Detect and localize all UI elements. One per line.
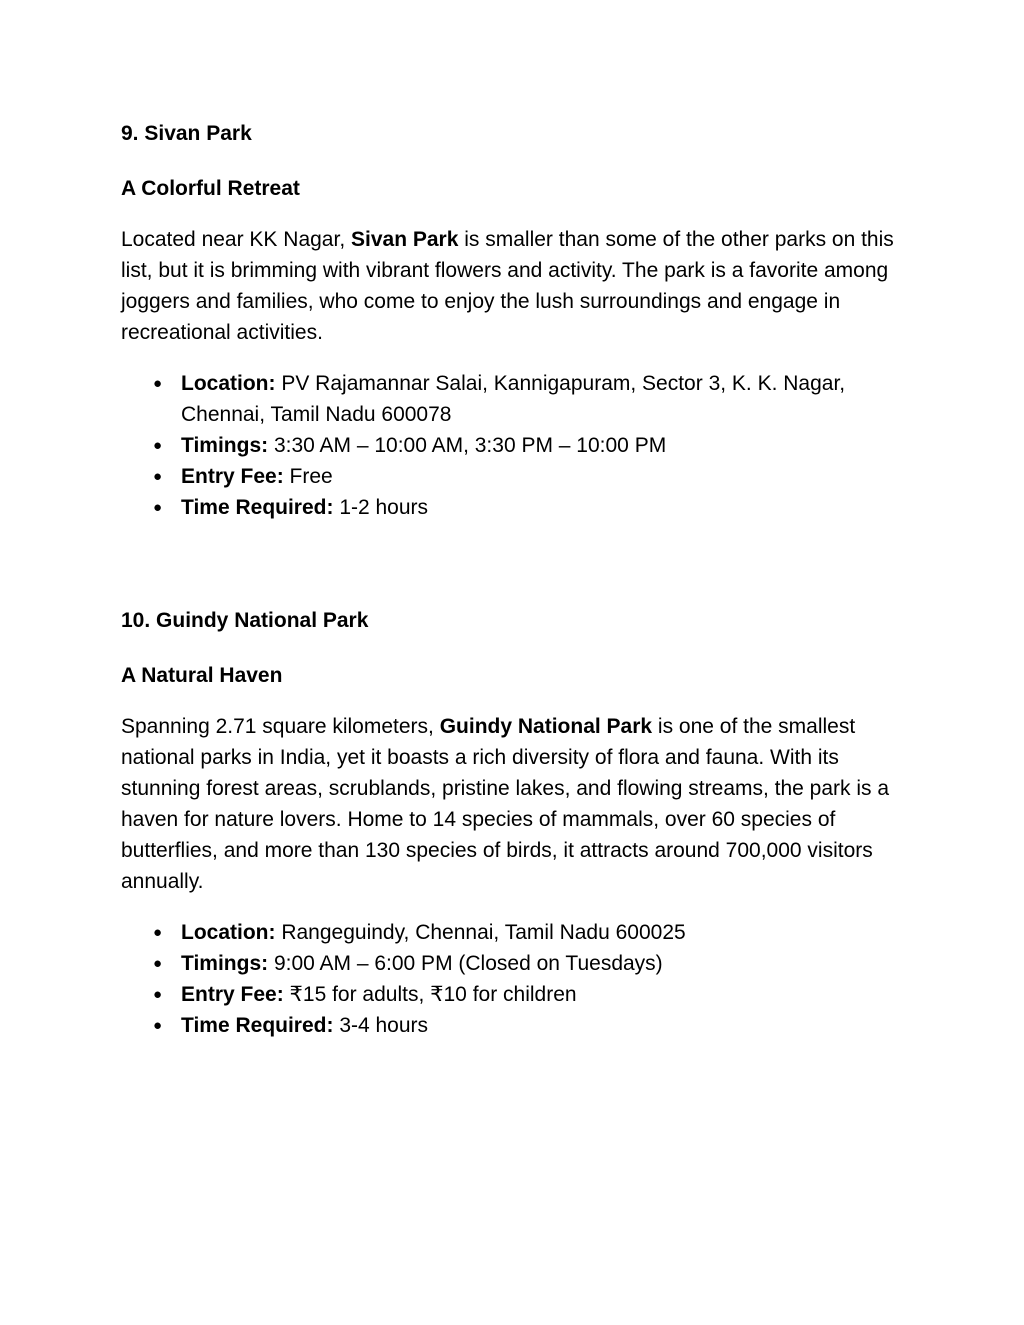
- fact-key: Time Required:: [181, 496, 334, 519]
- list-item: [121, 368, 911, 430]
- fact-value: Free: [283, 465, 333, 488]
- fact-value: 9:00 AM – 6:00 PM (Closed on Tuesdays): [268, 952, 663, 975]
- fact-key: Location:: [181, 921, 276, 944]
- fact-key: Timings:: [181, 434, 269, 457]
- paragraph-bold-text: Guindy National Park: [439, 715, 653, 738]
- section-paragraph: [121, 224, 911, 348]
- bullet-icon: ●: [153, 375, 163, 392]
- paragraph-text: Spanning 2.71 square kilometers,: [121, 715, 440, 738]
- fact-value: 3:30 AM – 10:00 AM, 3:30 PM – 10:00 PM: [268, 434, 667, 457]
- bullet-icon: ●: [153, 437, 163, 454]
- section-paragraph: [121, 711, 911, 897]
- fact-value: 3-4 hours: [333, 1014, 429, 1037]
- list-item: [121, 492, 911, 523]
- section-sivan-park: [121, 118, 911, 523]
- fact-value: 1-2 hours: [333, 496, 429, 519]
- bullet-icon: ●: [153, 468, 163, 485]
- paragraph-bold-text: Sivan Park: [351, 228, 459, 251]
- fact-key: Entry Fee:: [181, 983, 284, 1006]
- fact-value: PV Rajamannar Salai, Kannigapuram, Sector 3, K. K. Nagar, Chennai, Tamil Nadu 600078: [181, 372, 846, 426]
- list-item: [121, 430, 911, 461]
- fact-value: ₹15 for adults, ₹10 for children: [283, 983, 577, 1006]
- fact-key: Time Required:: [181, 1014, 334, 1037]
- facts-list: [121, 917, 911, 1041]
- list-item: [121, 1010, 911, 1041]
- paragraph-text: is one of the smallest national parks in India, yet it boasts a rich diversity of flora and fauna. With its stunning forest areas, scrublands, pristine lakes, and flowing streams, the park is a haven for nature lovers. Home to 14 species of mammals, over 60 species of butterflies, and more than 130 species of birds, it attracts around 700,000 visitors annually.: [121, 715, 890, 893]
- bullet-icon: ●: [153, 955, 163, 972]
- fact-key: Location:: [181, 372, 276, 395]
- fact-value: Rangeguindy, Chennai, Tamil Nadu 600025: [275, 921, 686, 944]
- paragraph-text: is smaller than some of the other parks on this list, but it is brimming with vibrant flowers and activity. The park is a favorite among joggers and families, who come to enjoy the lush surroundings and engage in recreational activities.: [121, 228, 894, 344]
- list-item: [121, 948, 911, 979]
- section-subheading: A Colorful Retreat: [121, 177, 300, 200]
- paragraph-text: Located near KK Nagar,: [121, 228, 351, 251]
- fact-key: Timings:: [181, 952, 269, 975]
- section-heading: 9. Sivan Park: [121, 122, 252, 145]
- bullet-icon: ●: [153, 1017, 163, 1034]
- section-heading: 10. Guindy National Park: [121, 609, 369, 632]
- bullet-icon: ●: [153, 986, 163, 1003]
- list-item: [121, 461, 911, 492]
- facts-list: [121, 368, 911, 523]
- list-item: [121, 917, 911, 948]
- section-subheading: A Natural Haven: [121, 664, 283, 687]
- list-item: [121, 979, 911, 1010]
- section-guindy-national-park: [121, 605, 911, 1041]
- document-page: [121, 118, 911, 1041]
- bullet-icon: ●: [153, 924, 163, 941]
- bullet-icon: ●: [153, 499, 163, 516]
- fact-key: Entry Fee:: [181, 465, 284, 488]
